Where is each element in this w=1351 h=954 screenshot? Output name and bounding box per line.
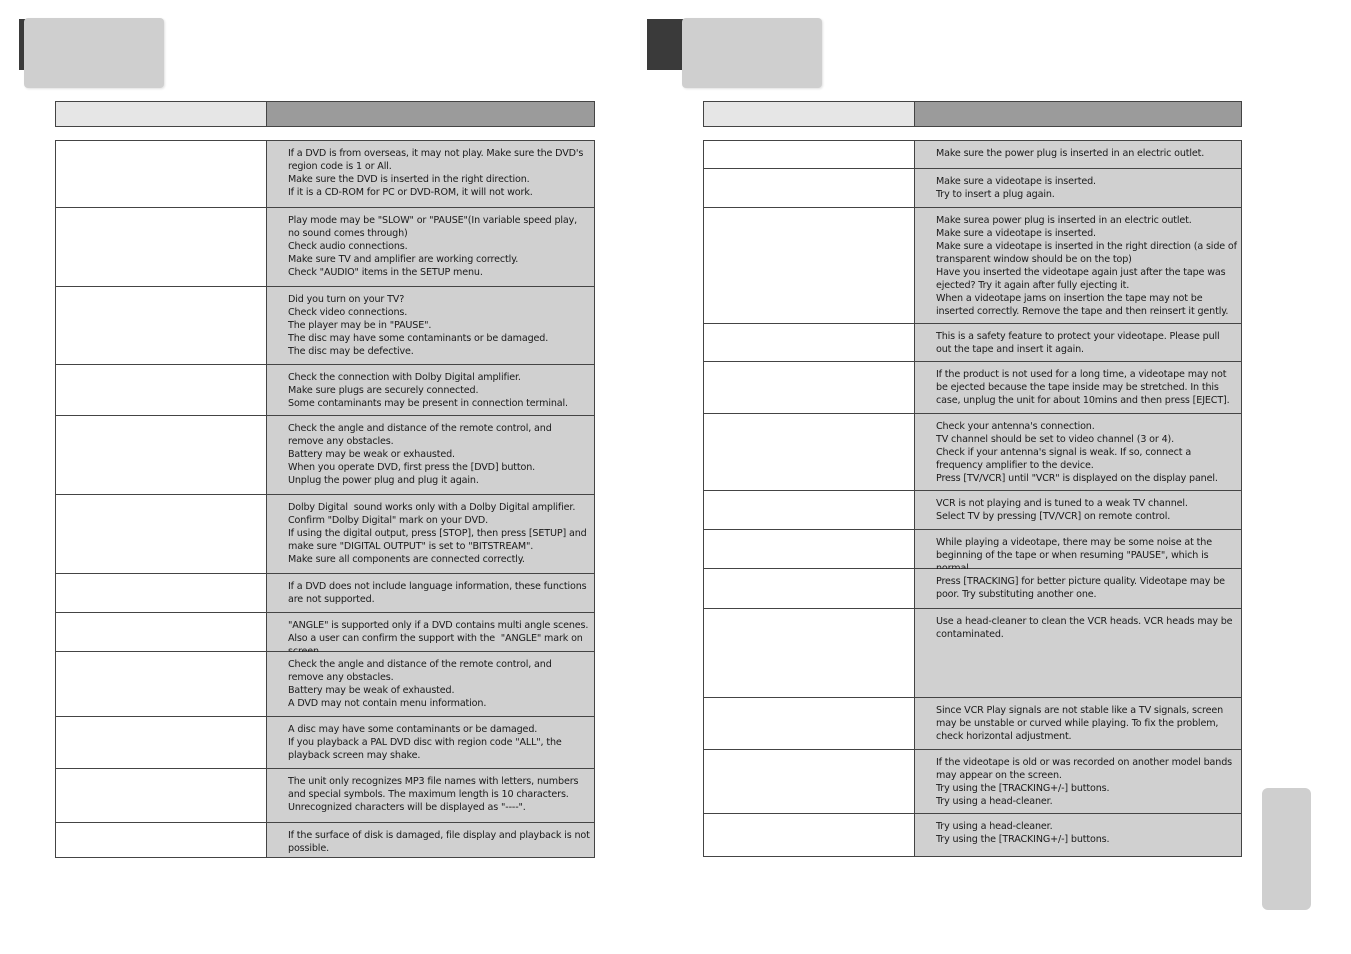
table-row [704,697,1241,749]
solution-cell [915,569,1241,608]
left-header-solution-cell [267,102,594,126]
solution-line: When you operate DVD, first press the [DVD] button. [288,462,536,473]
solution-line: Play mode may be "SLOW" or "PAUSE"(In variable speed play, no sound comes through) [288,215,580,239]
problem-cell [56,823,267,857]
solution-cell [915,609,1241,697]
table-row [56,364,594,415]
solution-cell [915,814,1241,856]
solution-line: Check "AUDIO" items in the SETUP menu. [288,267,483,278]
problem-cell [704,324,915,361]
solution-line: Make sure a videotape is inserted. [936,176,1096,187]
solution-line: Confirm "Dolby Digital" mark on your DVD. [288,515,489,526]
solution-cell [267,613,594,651]
solution-line: Since VCR Play signals are not stable like a TV signals, screen may be unstable or curved while playing. To fix the problem, check horizontal adjustment. [936,705,1226,742]
problem-cell [704,491,915,529]
table-row [56,612,594,651]
solution-line: A DVD may not contain menu information. [288,698,487,709]
solution-cell [915,362,1241,413]
solution-line: Make sure plugs are securely connected. [288,385,479,396]
solution-line: Make sure all components are connected correctly. [288,554,525,565]
right-title-tab [682,18,822,88]
solution-line: Try using the [TRACKING+/-] buttons. [936,783,1110,794]
problem-cell [704,141,915,168]
problem-cell [704,609,915,697]
solution-line: Make sure the power plug is inserted in an electric outlet. [936,148,1205,159]
problem-cell [56,652,267,716]
solution-line: Check the angle and distance of the remote control, and remove any obstacles. [288,423,555,447]
table-row [56,415,594,494]
vcr-troubleshooting-table [703,140,1242,857]
solution-line: Check if your antenna's signal is weak. If so, connect a frequency amplifier to the device. [936,447,1194,471]
table-row [704,568,1241,608]
solution-cell [915,141,1241,168]
solution-line: Unplug the power plug and plug it again. [288,475,479,486]
problem-cell [56,769,267,822]
solution-cell [267,141,594,207]
solution-line: "ANGLE" is supported only if a DVD contains multi angle scenes. Also a user can confirm the support with the "ANGLE" mark on [288,620,589,644]
solution-line: Check the angle and distance of the remote control, and remove any obstacles. [288,659,555,683]
table-row [704,608,1241,697]
problem-cell [704,530,915,568]
problem-cell [704,698,915,749]
solution-line: Make sure TV and amplifier are working correctly. [288,254,519,265]
solution-cell [267,208,594,286]
solution-cell [267,365,594,415]
solution-line: If you playback a PAL DVD disc with region code "ALL", the playback screen may shake. [288,737,565,761]
solution-line: Some contaminants may be present in connection terminal. [288,398,568,409]
table-row [704,323,1241,361]
solution-line: If the product is not used for a long time, a videotape may not be ejected because the tape inside may be stretched. In this case, unplug the unit for about 10mins and then press [EJECT]. [936,369,1230,406]
solution-line: Check your antenna's connection. [936,421,1095,432]
solution-line: Make sure a videotape is inserted in the right direction (a side of transparent window should be on the top) [936,241,1240,265]
solution-line: If a DVD is from overseas, it may not play. Make sure the DVD's region code is 1 or All. [288,148,587,172]
solution-line: Unrecognized characters will be displayed as "----". [288,802,526,813]
solution-line: TV channel should be set to video channel (3 or 4). [936,434,1175,445]
solution-line: Try using a head-cleaner. [936,821,1053,832]
table-row [56,494,594,573]
solution-line: Battery may be weak or exhausted. [288,449,455,460]
solution-cell [267,652,594,716]
solution-line: Have you inserted the videotape again just after the tape was ejected? Try it again after fully ejecting it. [936,267,1229,291]
table-row [704,207,1241,323]
solution-line: The unit only recognizes MP3 file names with letters, numbers and special symbols. The maximum length is 10 characters. [288,776,582,800]
left-header-bar [55,101,595,127]
solution-cell [915,208,1241,323]
problem-cell [56,287,267,364]
solution-line: If it is a CD-ROM for PC or DVD-ROM, it will not work. [288,187,533,198]
solution-cell [915,698,1241,749]
table-row [704,490,1241,529]
solution-cell [915,169,1241,207]
table-row [704,168,1241,207]
table-row [704,529,1241,568]
solution-line: Make surea power plug is inserted in an electric outlet. [936,215,1192,226]
table-row [704,361,1241,413]
solution-line: The player may be in "PAUSE". [288,320,432,331]
table-row [56,573,594,612]
solution-line: Try using the [TRACKING+/-] buttons. [936,834,1110,845]
solution-cell [267,769,594,822]
solution-line: While playing a videotape, there may be some noise at the beginning of the tape or when resuming "PAUSE", which is [936,537,1212,561]
solution-line: Select TV by pressing [TV/VCR] on remote control. [936,511,1171,522]
solution-line: Press [TV/VCR] until "VCR" is displayed on the display panel. [936,473,1218,484]
problem-cell [704,569,915,608]
problem-cell [56,574,267,612]
solution-line: If the surface of disk is damaged, file display and playback is not possible. [288,830,593,854]
solution-line: The disc may be defective. [288,346,414,357]
solution-line: Check audio connections. [288,241,408,252]
table-row [704,141,1241,168]
solution-cell [267,574,594,612]
problem-cell [704,208,915,323]
problem-cell [56,717,267,768]
solution-line: Try to insert a plug again. [936,189,1055,200]
problem-cell [704,362,915,413]
solution-cell [267,416,594,494]
table-row [56,768,594,822]
right-header-problem-cell [704,102,915,126]
solution-line: Make sure a videotape is inserted. [936,228,1096,239]
dvd-troubleshooting-table [55,140,595,858]
problem-cell [56,141,267,207]
table-row [56,207,594,286]
table-row [704,413,1241,490]
problem-cell [704,169,915,207]
table-row [704,749,1241,813]
problem-cell [56,208,267,286]
solution-line: The disc may have some contaminants or be damaged. [288,333,549,344]
table-row [56,822,594,857]
solution-cell [915,414,1241,490]
solution-cell [915,530,1241,568]
solution-line: Check the connection with Dolby Digital amplifier. [288,372,521,383]
solution-cell [267,717,594,768]
problem-cell [704,414,915,490]
solution-line: Did you turn on your TV? [288,294,405,305]
right-header-bar [703,101,1242,127]
solution-line: Dolby Digital sound works only with a Dolby Digital amplifier. [288,502,576,513]
solution-cell [267,287,594,364]
right-header-solution-cell [915,102,1241,126]
problem-cell [56,416,267,494]
table-row [56,141,594,207]
table-row [704,813,1241,856]
solution-line: This is a safety feature to protect your videotape. Please pull out the tape and insert it again. [936,331,1223,355]
solution-cell [267,823,594,857]
table-row [56,651,594,716]
problem-cell [56,365,267,415]
left-title-tab [24,18,164,88]
problem-cell [704,750,915,813]
problem-cell [56,613,267,651]
solution-line: When a videotape jams on insertion the tape may not be inserted correctly. Remove the tape and then reinsert it gently. [936,293,1229,317]
table-row [56,716,594,768]
solution-line: Try using a head-cleaner. [936,796,1053,807]
solution-cell [915,324,1241,361]
solution-line: VCR is not playing and is tuned to a weak TV channel. [936,498,1188,509]
solution-cell [915,750,1241,813]
solution-line: If a DVD does not include language information, these functions are not supported. [288,581,590,605]
problem-cell [56,495,267,573]
solution-line: A disc may have some contaminants or be damaged. [288,724,538,735]
solution-cell [267,495,594,573]
solution-line: If the videotape is old or was recorded on another model bands may appear on the screen. [936,757,1235,781]
table-row [56,286,594,364]
solution-line: Check video connections. [288,307,408,318]
solution-line: Press [TRACKING] for better picture quality. Videotape may be poor. Try substituting another one. [936,576,1228,600]
solution-line: Battery may be weak of exhausted. [288,685,455,696]
solution-line: Make sure the DVD is inserted in the right direction. [288,174,530,185]
side-index-tab [1262,788,1311,910]
right-title-marker [647,19,687,70]
solution-line: Use a head-cleaner to clean the VCR heads. VCR heads may be contaminated. [936,616,1236,640]
solution-cell [915,491,1241,529]
solution-line: If using the digital output, press [STOP], then press [SETUP] and make sure "DIGITAL OUTPUT" is set to "BITSTREAM". [288,528,590,552]
problem-cell [704,814,915,856]
left-header-problem-cell [56,102,267,126]
